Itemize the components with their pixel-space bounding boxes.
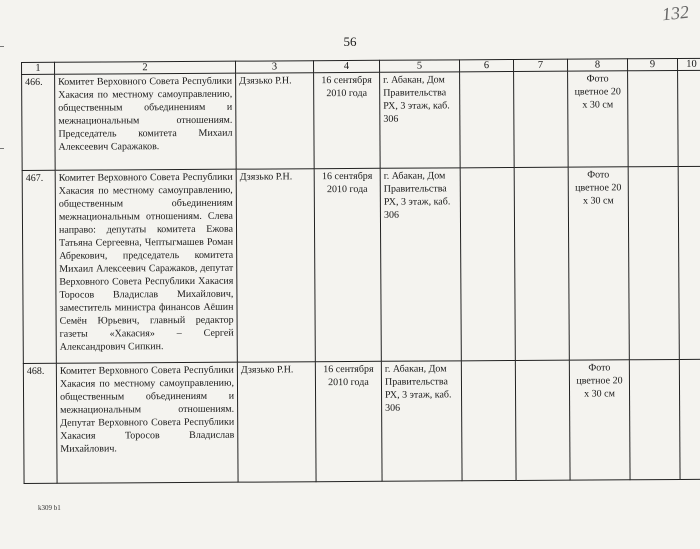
record-col10 <box>679 359 700 479</box>
record-date: 16 сентября 2010 года <box>315 361 382 481</box>
record-number: 468. <box>23 363 57 483</box>
column-header: 6 <box>459 59 513 71</box>
table-row <box>22 166 700 363</box>
table-row <box>22 70 700 170</box>
column-header: 5 <box>379 60 459 72</box>
record-col10 <box>678 166 700 359</box>
column-header: 9 <box>627 58 677 70</box>
record-number: 467. <box>22 170 56 363</box>
record-number: 466. <box>22 74 56 170</box>
archive-sheet-mark: 132 <box>660 1 690 25</box>
record-col10 <box>678 70 700 166</box>
record-format: Фото цветное 20 х 30 см <box>569 360 630 480</box>
record-col9 <box>629 359 680 479</box>
column-header: 8 <box>567 59 627 71</box>
record-author: Дзязько Р.Н. <box>236 169 315 362</box>
page-number: 56 <box>343 34 357 49</box>
record-col7 <box>514 71 569 167</box>
register-table <box>21 58 700 484</box>
column-header: 10 <box>677 58 700 70</box>
margin-tick <box>0 148 4 149</box>
record-col7 <box>515 360 570 480</box>
record-format: Фото цветное 20 х 30 см <box>568 71 629 167</box>
record-col9 <box>628 70 679 166</box>
record-author: Дзязько Р.Н. <box>237 362 316 482</box>
record-place: г. Абакан, Дом Правительства РХ, 3 этаж, каб. 306 <box>380 168 461 361</box>
table-row <box>23 359 700 483</box>
record-place: г. Абакан, Дом Правительства РХ, 3 этаж, каб. 306 <box>381 361 462 481</box>
record-col6 <box>460 71 515 167</box>
column-header: 7 <box>513 59 567 71</box>
record-col9 <box>628 166 679 359</box>
record-date: 16 сентября 2010 года <box>314 168 381 361</box>
record-description: Комитет Верховного Совета Республики Хакасия по местному самоуправлению, общественным объединениям и межнациональным отношениям. Председатель комитета Михаил Алексеевич Саражаков. <box>55 73 237 170</box>
column-header: 4 <box>313 60 379 72</box>
column-header: 3 <box>235 61 313 73</box>
footer-code: k309 b1 <box>38 504 61 512</box>
record-format: Фото цветное 20 х 30 см <box>568 167 629 360</box>
record-author: Дзязько Р.Н. <box>236 73 315 169</box>
record-description: Комитет Верховного Совета Республики Хакасия по местному самоуправлению, общественным объединениям межнациональным отношениям. Слева направо: депутаты комитета Ежова Татьяна Сергеевна, Чептыгмашев Роман Абрекович, председатель комитета Михаил Алексеевич Саражаков, депутат Верховного Совета Республики Хакасия Торосов Владислав Михайлович, заместитель министра финансов Аёшин Семён Юрьевич, главный редактор газеты «Хакасия» – Сергей Александрович Сипкин. <box>55 169 237 363</box>
record-date: 16 сентября 2010 года <box>314 72 381 168</box>
record-col7 <box>514 167 569 360</box>
record-col6 <box>461 360 516 480</box>
record-col6 <box>460 167 515 360</box>
column-header: 1 <box>22 62 55 74</box>
record-place: г. Абакан, Дом Правительства РХ, 3 этаж, каб. 306 <box>380 72 461 168</box>
record-description: Комитет Верховного Совета Республики Хакасия по местному самоуправлению, общественным объединениям и межнациональным отношениям. Депутат Верховного Совета Республики Хакасия Торосов Владислав Михайлович. <box>56 362 238 483</box>
column-header: 2 <box>55 61 236 74</box>
margin-tick <box>0 46 4 47</box>
